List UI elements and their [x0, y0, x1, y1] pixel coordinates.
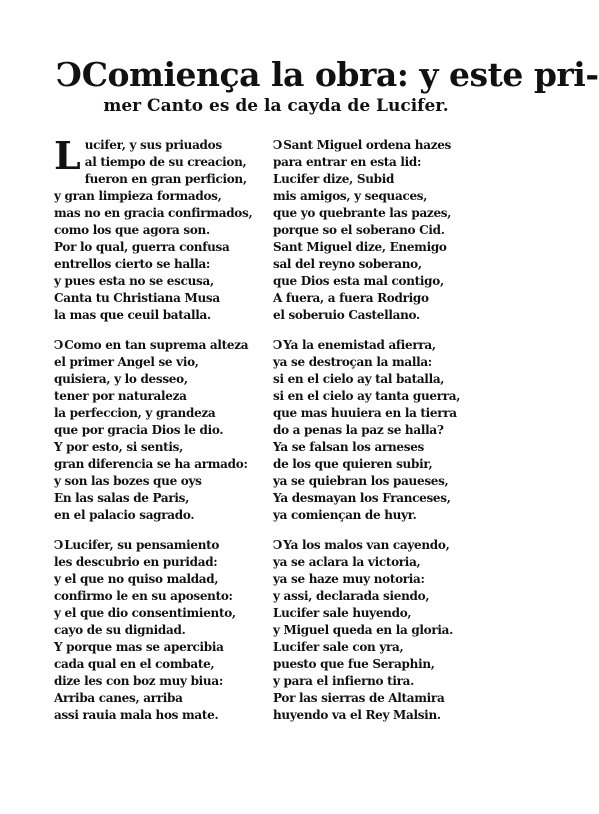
verse-line: que yo quebrante las pazes, [273, 206, 452, 220]
verse-line: Ya se falsan los arneses [273, 440, 424, 454]
verse-line: entrellos cierto se halla: [54, 257, 211, 271]
pilcrow-mark: C [273, 138, 283, 152]
title-heading [56, 55, 599, 116]
verse-line-text: Sant Miguel ordena hazes [283, 138, 452, 152]
verse-line: les descubrio en puridad: [54, 555, 218, 569]
verse-line: si en el cielo ay tal batalla, [273, 372, 445, 386]
verse-line: Lucifer sale huyendo, [273, 606, 412, 620]
verse-line: ucifer, y sus priuados [84, 138, 222, 152]
verse-line: do a penas la paz se halla? [273, 423, 444, 437]
verse-line: el primer Angel se vio, [54, 355, 199, 369]
verse-line: para entrar en esta lid: [273, 155, 422, 169]
pilcrow-mark: C [273, 538, 283, 552]
right-stanza-1 [273, 137, 491, 324]
verse-line: y el que dio consentimiento, [54, 606, 236, 620]
verse-line: sal del reyno soberano, [273, 257, 422, 271]
verse-line-text: Lucifer, su pensamiento [64, 538, 220, 552]
title-line-1-text: Comiença la obra: y este pri- [81, 55, 599, 94]
verse-line: ya se aclara la victoria, [273, 555, 421, 569]
left-stanza-1 [54, 133, 272, 324]
verse-line: ya se destroçan la malla: [273, 355, 432, 369]
verse-line: fueron en gran perficion, [84, 172, 247, 186]
verse-line: y el que no quiso maldad, [54, 572, 219, 586]
verse-line: y assi, declarada siendo, [273, 589, 430, 603]
verse-line: que mas huuiera en la tierra [273, 406, 457, 420]
verse-line [54, 337, 272, 354]
verse-line: Arriba canes, arriba [54, 691, 183, 705]
verse-line: como los que agora son. [54, 223, 210, 237]
verse-line: y para el infierno tira. [273, 674, 415, 688]
verse-line: puesto que fue Seraphin, [273, 657, 435, 671]
pilcrow-mark: C [54, 538, 64, 552]
verse-line: porque so el soberano Cid. [273, 223, 445, 237]
verse-line [273, 537, 491, 554]
verse-line: al tiempo de su creacion, [84, 155, 247, 169]
title-line-2: mer Canto es de la cayda de Lucifer. [103, 96, 449, 116]
verse-line: A fuera, a fuera Rodrigo [273, 291, 429, 305]
right-stanza-2 [273, 337, 491, 524]
verse-line: que por gracia Dios le dio. [54, 423, 224, 437]
verse-line: mis amigos, y sequaces, [273, 189, 428, 203]
verse-line: cada qual en el combate, [54, 657, 215, 671]
verse-line: ya se quiebran los paueses, [273, 474, 449, 488]
pilcrow-mark: C [54, 338, 64, 352]
verse-line: gran diferencia se ha armado: [54, 457, 248, 471]
verse-line: Y porque mas se apercibia [54, 640, 224, 654]
title-line-1 [56, 55, 599, 94]
verse-line: En las salas de Paris, [54, 491, 190, 505]
drop-capital: L [54, 133, 81, 178]
verse-line: si en el cielo ay tanta guerra, [273, 389, 461, 403]
verse-line: quisiera, y lo desseo, [54, 372, 188, 386]
verse-line-text: Ya la enemistad afierra, [283, 338, 436, 352]
verse-line: Por las sierras de Altamira [273, 691, 445, 705]
verse-line: ya comiençan de huyr. [273, 508, 417, 522]
verse-line-text: Ya los malos van cayendo, [283, 538, 450, 552]
verse-line: y Miguel queda en la gloria. [273, 623, 454, 637]
verse-line: dize les con boz muy biua: [54, 674, 223, 688]
verse-line [273, 137, 491, 154]
verse-line: el soberuio Castellano. [273, 308, 420, 322]
verse-line: tener por naturaleza [54, 389, 187, 403]
left-stanza-2 [54, 337, 272, 524]
verse-line-text: Como en tan suprema alteza [64, 338, 249, 352]
pilcrow-mark: C [273, 338, 283, 352]
pilcrow-mark: C [56, 55, 82, 94]
verse-line: ya se haze muy notoria: [273, 572, 425, 586]
verse-line: Canta tu Christiana Musa [54, 291, 220, 305]
verse-line: cayo de su dignidad. [54, 623, 186, 637]
verse-line: la perfeccion, y grandeza [54, 406, 216, 420]
verse-line: Lucifer sale con yra, [273, 640, 404, 654]
verse-line: Sant Miguel dize, Enemigo [273, 240, 447, 254]
verse-line: en el palacio sagrado. [54, 508, 195, 522]
verse-line: Y por esto, si sentis, [54, 440, 183, 454]
verse-line: que Dios esta mal contigo, [273, 274, 444, 288]
verse-line [273, 337, 491, 354]
left-stanza-3 [54, 537, 272, 724]
right-stanza-3 [273, 537, 491, 724]
verse-line: Lucifer dize, Subid [273, 172, 395, 186]
verse-line: assi rauia mala hos mate. [54, 708, 219, 722]
verse-line: y gran limpieza formados, [54, 189, 222, 203]
verse-line [54, 537, 272, 554]
verse-line: Por lo qual, guerra confusa [54, 240, 230, 254]
verse-line: confirmo le en su aposento: [54, 589, 233, 603]
verse-line: Ya desmayan los Franceses, [273, 491, 451, 505]
verse-line: la mas que ceuil batalla. [54, 308, 211, 322]
verse-line: y pues esta no se escusa, [54, 274, 214, 288]
verse-line: mas no en gracia confirmados, [54, 206, 253, 220]
verse-line: de los que quieren subir, [273, 457, 433, 471]
verse-line: y son las bozes que oys [54, 474, 202, 488]
verse-line: huyendo va el Rey Malsin. [273, 708, 441, 722]
